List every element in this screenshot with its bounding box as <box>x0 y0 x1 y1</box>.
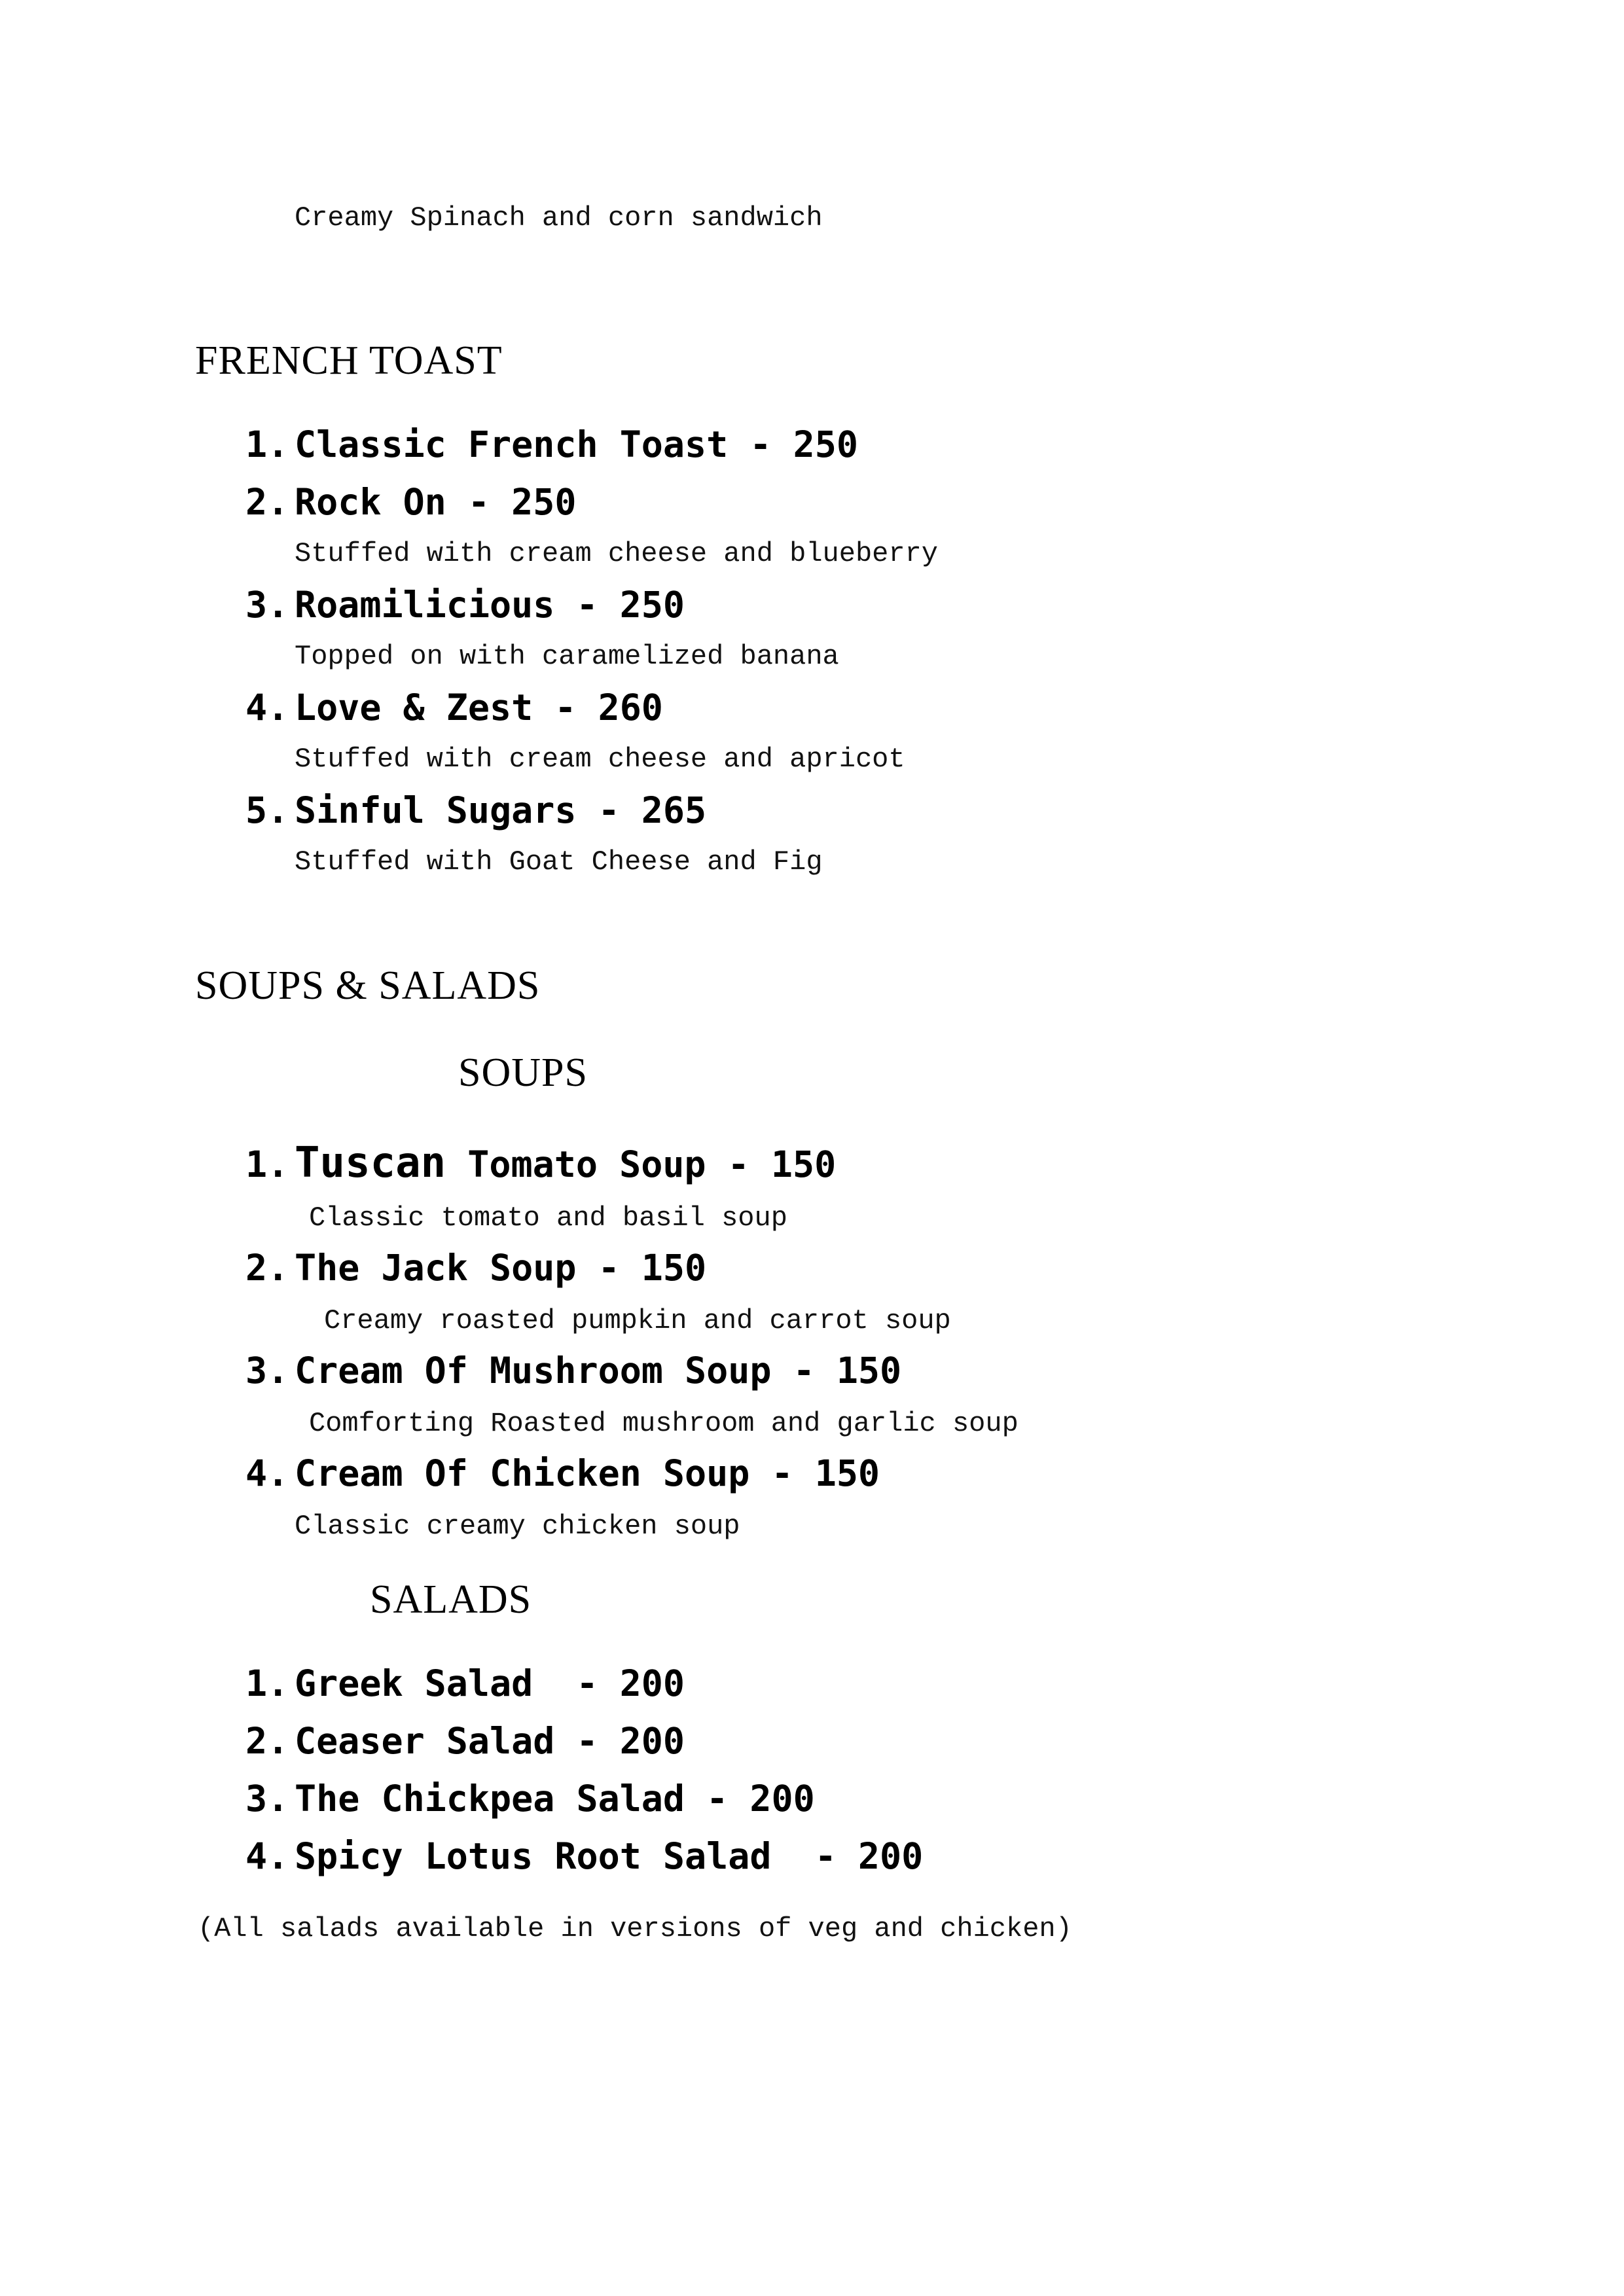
soup-item-4-description: Classic creamy chicken soup <box>295 1511 740 1542</box>
item-label: Love & Zest - 260 <box>295 687 663 728</box>
item-number: 2. <box>245 1720 289 1762</box>
item-number: 3. <box>245 1350 289 1391</box>
sandwich-description: Creamy Spinach and corn sandwich <box>295 202 823 234</box>
soup-item-3-description: Comforting Roasted mushroom and garlic soup <box>309 1408 1019 1439</box>
item-label: Rock On - 250 <box>295 481 577 523</box>
item-number: 2. <box>245 1247 289 1289</box>
item-label: Ceaser Salad - 200 <box>295 1720 685 1762</box>
french-toast-item-4-description: Stuffed with cream cheese and apricot <box>295 744 905 775</box>
item-number: 1. <box>245 1662 289 1704</box>
french-toast-item-1 <box>245 423 858 465</box>
french-toast-item-4 <box>245 687 663 728</box>
item-number: 3. <box>245 584 289 626</box>
item-number: 4. <box>245 1835 289 1877</box>
item-number: 1. <box>245 423 289 465</box>
salad-item-3 <box>245 1778 815 1820</box>
item-label: Sinful Sugars - 265 <box>295 789 707 831</box>
item-label: Roamilicious - 250 <box>295 584 685 626</box>
item-number: 2. <box>245 481 289 523</box>
item-label: Greek Salad - 200 <box>295 1662 685 1704</box>
salad-item-4 <box>245 1835 924 1877</box>
soups-salads-heading: SOUPS & SALADS <box>195 963 541 1008</box>
french-toast-item-5-description: Stuffed with Goat Cheese and Fig <box>295 846 823 878</box>
item-label: The Chickpea Salad - 200 <box>295 1778 815 1820</box>
soup-item-4 <box>245 1452 880 1494</box>
item-label: The Jack Soup - 150 <box>295 1247 707 1289</box>
soup-item-3 <box>245 1350 902 1391</box>
soup-item-2-description: Creamy roasted pumpkin and carrot soup <box>324 1305 951 1336</box>
item-label: Tomato Soup - 150 <box>446 1143 837 1185</box>
soups-subheading: SOUPS <box>458 1050 588 1095</box>
french-toast-item-3 <box>245 584 685 626</box>
salad-item-2 <box>245 1720 685 1762</box>
salads-subheading: SALADS <box>370 1577 532 1622</box>
item-label: Spicy Lotus Root Salad - 200 <box>295 1835 924 1877</box>
soup-item-2 <box>245 1247 707 1289</box>
item-number: 4. <box>245 1452 289 1494</box>
french-toast-item-2-description: Stuffed with cream cheese and blueberry <box>295 538 938 569</box>
item-number: 5. <box>245 789 289 831</box>
item-label: Cream Of Mushroom Soup - 150 <box>295 1350 902 1391</box>
french-toast-item-2 <box>245 481 577 523</box>
salad-item-1 <box>245 1662 685 1704</box>
item-number: 1. <box>245 1143 289 1185</box>
soup-item-1 <box>245 1139 837 1187</box>
item-number: 4. <box>245 687 289 728</box>
item-label: Cream Of Chicken Soup - 150 <box>295 1452 880 1494</box>
item-label: Classic French Toast - 250 <box>295 423 858 465</box>
french-toast-item-3-description: Topped on with caramelized banana <box>295 641 839 672</box>
soup-item-1-description: Classic tomato and basil soup <box>309 1202 787 1234</box>
item-label-first-word: Tuscan <box>295 1139 446 1187</box>
french-toast-item-5 <box>245 789 707 831</box>
french-toast-heading: FRENCH TOAST <box>195 338 503 383</box>
salads-note: (All salads available in versions of veg and chicken) <box>198 1913 1072 1945</box>
item-number: 3. <box>245 1778 289 1820</box>
